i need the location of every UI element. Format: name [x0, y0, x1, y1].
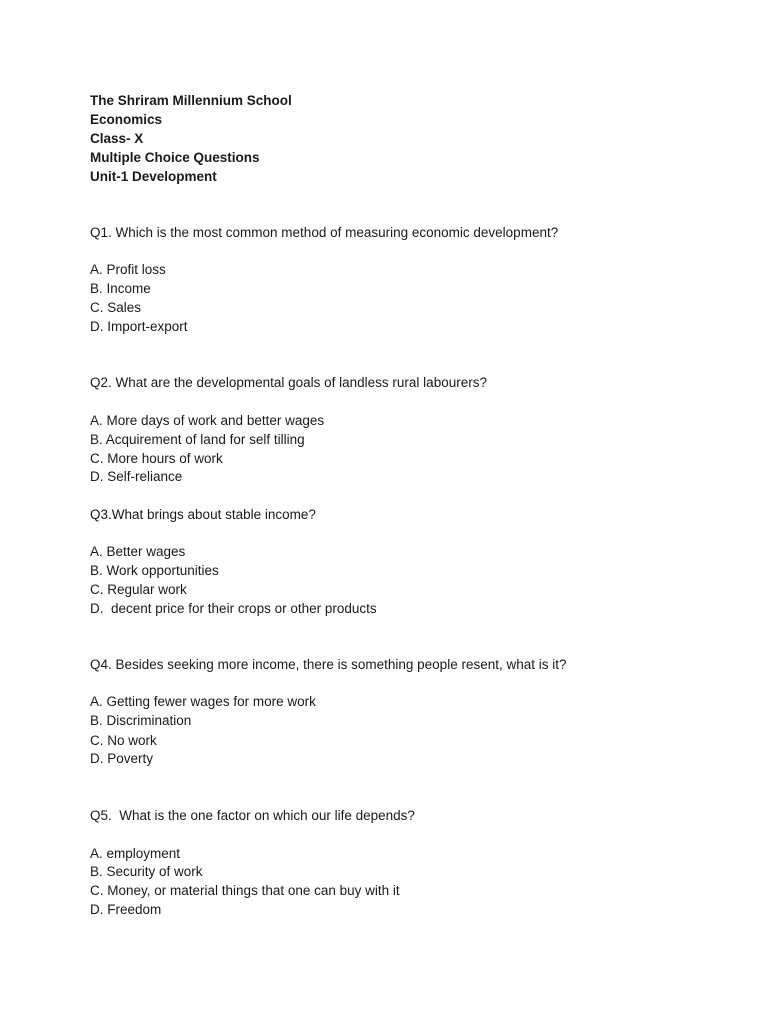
q2-option-b: B. Acquirement of land for self tilling [90, 432, 305, 447]
subject-title: Economics [90, 112, 163, 127]
q4-option-c: C. No work [90, 733, 157, 748]
q2-option-d: D. Self-reliance [90, 469, 183, 484]
question-5: Q5. What is the one factor on which our life depends? [90, 808, 415, 823]
q1-option-d: D. Import-export [90, 319, 188, 334]
question-1: Q1. Which is the most common method of measuring economic development? [90, 225, 559, 240]
q3-option-d: D. decent price for their crops or other products [90, 601, 377, 616]
q1-option-c: C. Sales [90, 300, 142, 315]
q1-option-a: A. Profit loss [90, 262, 166, 277]
q3-option-b: B. Work opportunities [90, 563, 219, 578]
school-name: The Shriram Millennium School [90, 93, 292, 108]
q3-option-a: A. Better wages [90, 544, 186, 559]
document-type: Multiple Choice Questions [90, 150, 260, 165]
q3-option-c: C. Regular work [90, 582, 187, 597]
q2-option-a: A. More days of work and better wages [90, 413, 325, 428]
q4-option-a: A. Getting fewer wages for more work [90, 694, 316, 709]
q5-option-a: A. employment [90, 846, 181, 861]
q5-option-c: C. Money, or material things that one can buy with it [90, 883, 400, 898]
class-label: Class- X [90, 131, 144, 146]
question-2: Q2. What are the developmental goals of landless rural labourers? [90, 375, 487, 390]
q5-option-b: B. Security of work [90, 864, 203, 879]
q4-option-d: D. Poverty [90, 751, 154, 766]
unit-title: Unit-1 Development [90, 169, 217, 184]
q4-option-b: B. Discrimination [90, 713, 192, 728]
question-3: Q3.What brings about stable income? [90, 507, 316, 522]
q5-option-d: D. Freedom [90, 902, 162, 917]
q2-option-c: C. More hours of work [90, 451, 223, 466]
question-4: Q4. Besides seeking more income, there is something people resent, what is it? [90, 657, 567, 672]
q1-option-b: B. Income [90, 281, 151, 296]
